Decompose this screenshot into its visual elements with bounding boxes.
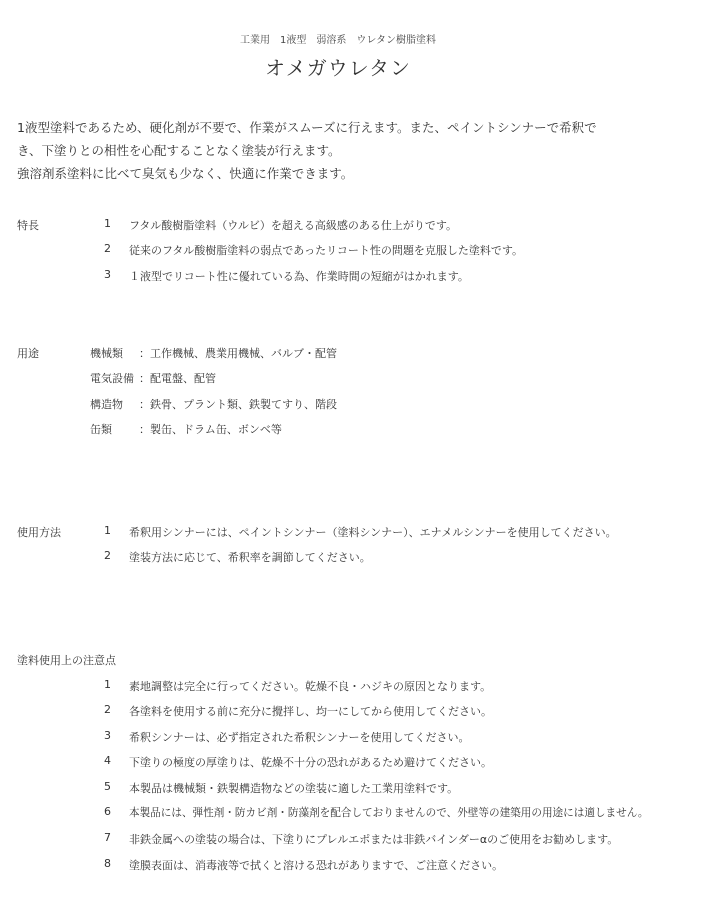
precaution-text: 希釈シンナーは、必ず指定された希釈シンナーを使用してください。 bbox=[129, 731, 470, 744]
use-category: 構造物 bbox=[90, 398, 123, 411]
precaution-text: 非鉄金属への塗装の場合は、下塗りにプレルエポまたは非鉄バインダーαのご使用をお勧めします。 bbox=[129, 833, 619, 846]
usage-text: 希釈用シンナーには、ペイントシンナー（塗料シンナー）、エナメルシンナーを使用してください。 bbox=[129, 526, 617, 539]
precaution-number: 6 bbox=[104, 805, 111, 818]
precaution-text: 素地調整は完全に行ってください。乾燥不良・ハジキの原因となります。 bbox=[129, 680, 492, 693]
precaution-number: 7 bbox=[104, 831, 111, 844]
precaution-number: 5 bbox=[104, 780, 111, 793]
precaution-number: 2 bbox=[104, 703, 111, 716]
feature-number: 1 bbox=[104, 217, 111, 230]
feature-text: 従来のフタル酸樹脂塗料の弱点であったリコート性の問題を克服した塗料です。 bbox=[129, 244, 524, 257]
precaution-number: 8 bbox=[104, 857, 111, 870]
precaution-text: 本製品には、弾性剤・防カビ剤・防藻剤を配合しておりませんので、外壁等の建築用の用途には適しません。 bbox=[129, 807, 649, 819]
use-category: 缶類 bbox=[90, 423, 112, 436]
usage-label: 使用方法 bbox=[17, 526, 61, 539]
precaution-text: 塗膜表面は、消毒液等で拭くと溶ける恐れがありますで、ご注意ください。 bbox=[129, 859, 504, 872]
use-detail: ：製缶、ドラム缶、ボンベ等 bbox=[139, 423, 282, 436]
use-category: 機械類 bbox=[90, 347, 123, 360]
precaution-text: 各塗料を使用する前に充分に攪拌し、均一にしてから使用してください。 bbox=[129, 705, 492, 718]
use-category: 電気設備 bbox=[90, 372, 134, 385]
use-detail: ：配電盤、配管 bbox=[139, 372, 216, 385]
features-label: 特長 bbox=[17, 219, 39, 232]
usage-number: 2 bbox=[104, 549, 111, 562]
use-detail: ：工作機械、農業用機械、バルブ・配管 bbox=[139, 347, 337, 360]
usage-number: 1 bbox=[104, 524, 111, 537]
feature-text: フタル酸樹脂塗料（ウルビ）を超える高級感のある仕上がりです。 bbox=[129, 219, 458, 232]
feature-number: 3 bbox=[104, 268, 111, 281]
use-detail: ：鉄骨、プラント類、鉄製てすり、階段 bbox=[139, 398, 337, 411]
feature-number: 2 bbox=[104, 242, 111, 255]
precaution-number: 4 bbox=[104, 754, 111, 767]
intro-line: 1液型塗料であるため、硬化剤が不要で、作業がスムーズに行えます。また、ペイントシンナーで希釈で bbox=[17, 120, 597, 135]
feature-text: １液型でリコート性に優れている為、作業時間の短縮がはかれます。 bbox=[129, 270, 469, 283]
page-subtitle: 工業用 1液型 弱溶系 ウレタン樹脂塗料 bbox=[240, 35, 436, 46]
precaution-number: 1 bbox=[104, 678, 111, 691]
precaution-number: 3 bbox=[104, 729, 111, 742]
uses-label: 用途 bbox=[17, 347, 39, 360]
page-title: オメガウレタン bbox=[265, 56, 411, 80]
precaution-text: 本製品は機械類・鉄製構造物などの塗装に適した工業用塗料です。 bbox=[129, 782, 459, 795]
intro-line: き、下塗りとの相性を心配することなく塗装が行えます。 bbox=[17, 143, 341, 158]
intro-line: 強溶剤系塗料に比べて臭気も少なく、快適に作業できます。 bbox=[17, 166, 354, 181]
intro-paragraph bbox=[17, 116, 597, 185]
usage-text: 塗装方法に応じて、希釈率を調節してください。 bbox=[129, 551, 371, 564]
precaution-text: 下塗りの極度の厚塗りは、乾燥不十分の恐れがあるため避けてください。 bbox=[129, 756, 492, 769]
precautions-label: 塗料使用上の注意点 bbox=[17, 654, 116, 667]
